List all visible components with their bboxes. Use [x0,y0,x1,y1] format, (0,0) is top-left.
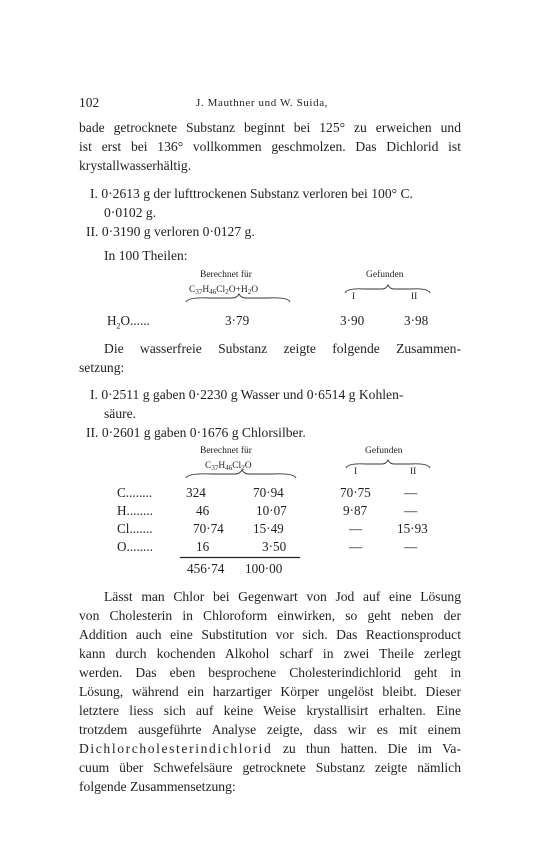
final-para-line: letztere liess sich auf keine Weise krystallisirt erhalten. Eine [79,703,461,718]
intro-line-3: krystallwasserhältig. [79,158,192,173]
final-para-line: Lässt man Chlor bei Gegenwart von Jod auf eine Lösung [104,589,461,604]
table2-row-label: O........ [117,539,153,554]
table1-found-II: 3·98 [404,313,429,328]
measurement-3-line-1: I. 0·2511 g gaben 0·2230 g Wasser und 0·6514 g Kohlen- [90,387,404,402]
table2-row-found-II: — [404,539,418,554]
table1-calc-value: 3·79 [225,313,250,328]
measurement-3-line-2: säure. [104,406,137,421]
final-para-line-spaced: Dichlorcholesterindichlorid zu thun hatten. Die im Va- [79,741,461,756]
final-para-line: werden. Das eben besprochene Cholesterindichlorid geht in [79,665,461,680]
table2-row-label: Cl....... [117,521,153,536]
final-para-line: kann durch kochenden Alkohol scharf in zwei Theile zerlegt [79,646,461,661]
table2-col-I: I [354,467,358,477]
table2-row-found-II: — [404,485,418,500]
table2-row-mass: 16 [196,539,210,554]
final-para-line: Lösung, während ein harzartiger Körper ungelöst bleibt. Dieser [79,684,461,699]
table2-row-pct: 3·50 [262,539,287,554]
measurement-4-line: II. 0·2601 g gaben 0·1676 g Chlorsilber. [86,425,306,440]
table2-row-label: C........ [117,485,153,500]
table1-col-I: I [352,292,356,302]
table2-row-mass: 46 [196,503,210,518]
table1-calc-formula: $C_{37}H_{46}Cl_2O+H_2O$ [189,285,259,296]
table2-total-pct: 100·00 [245,561,283,576]
table1-row-label: $H_2O$...... [107,313,150,331]
final-para-line: cuum über Schwefelsäure getrocknete Substanz zeigte nämlich [79,760,461,775]
table2-row-pct: 70·94 [253,485,284,500]
table2-row-found-I: 9·87 [343,503,368,518]
para2-line-1: Die wasserfreie Substanz zeigte folgende Zusammen- [104,341,461,356]
table1-found-header: Gefunden [366,270,404,280]
table2-row-mass: 324 [186,485,206,500]
final-para-line: von Cholesterin in Chloroform einwirken, so geht neben der [79,608,461,623]
page-number: 102 [79,95,100,110]
table2-row-found-II: — [404,503,418,518]
table2-found-header: Gefunden [365,446,403,456]
measurement-1-line-2: 0·0102 g. [104,205,157,220]
final-para-line: trotzdem ausgeführte Analyse zeigte, dass wir es mit einem [79,722,461,737]
table2-calc-formula: $C_{37}H_{46}Cl_2O$ [205,461,252,472]
table2-row-label: H........ [117,503,153,518]
table2-row-pct: 10·07 [256,503,287,518]
table2-col-II: II [410,467,417,477]
para2-line-2: setzung: [79,360,125,375]
table1-col-II: II [411,292,418,302]
measurement-2-line: II. 0·3190 g verloren 0·0127 g. [86,224,255,239]
table2-total-mass: 456·74 [187,561,225,576]
table2-row-pct: 15·49 [253,521,284,536]
table2-row-found-II: 15·93 [397,521,428,536]
table1-calc-header: Berechnet für [200,270,252,280]
final-para-line: Addition auch eine Substitution vor sich. Das Reactionsproduct [79,627,461,642]
intro-line-2: ist erst bei 136° vollkommen geschmolzen. Das Dichlorid ist [79,139,461,154]
table2-row-found-I: — [349,539,363,554]
table2-row-found-I: 70·75 [340,485,371,500]
table1-found-I: 3·90 [340,313,365,328]
in-100-theilen: In 100 Theilen: [104,248,188,263]
measurement-1-line-1: I. 0·2613 g der lufttrockenen Substanz verloren bei 100° C. [90,186,413,201]
running-header-authors: J. Mauthner und W. Suida, [196,97,329,109]
table2-row-found-I: — [349,521,363,536]
table2-calc-header: Berechnet für [200,446,252,456]
spaced-term: Dichlorcholesterindichlorid [79,741,273,756]
final-para-line: folgende Zusammensetzung: [79,779,236,794]
table2-row-mass: 70·74 [193,521,224,536]
intro-line-1: bade getrocknete Substanz beginnt bei 125° zu erweichen und [79,120,461,135]
